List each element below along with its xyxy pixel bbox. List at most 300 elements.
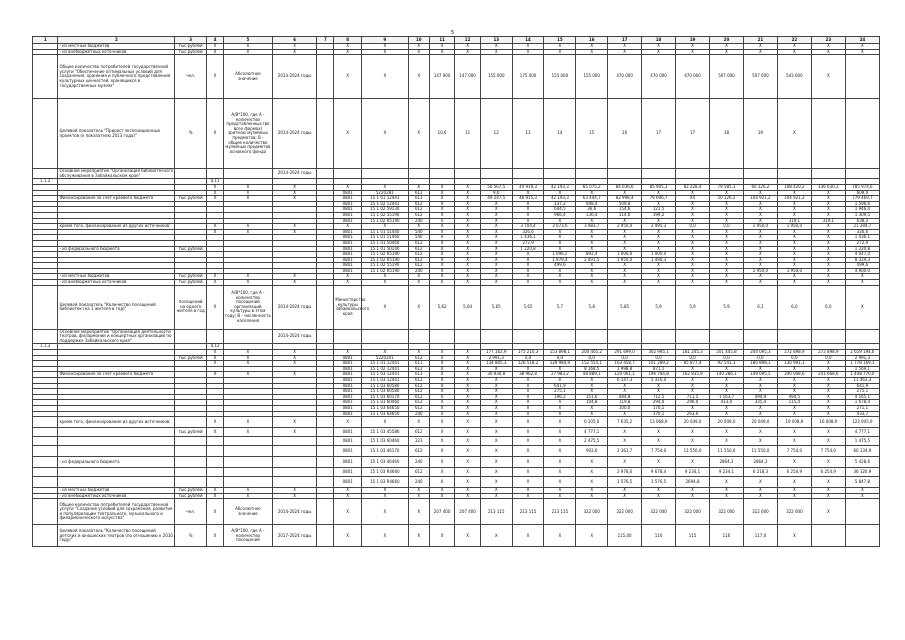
table-cell: X <box>429 477 454 488</box>
table-cell: 15 1 01 12441 <box>361 196 408 202</box>
table-cell <box>207 446 224 457</box>
table-cell: X <box>455 428 480 437</box>
table-cell: 15 1 03 64650 <box>361 411 408 417</box>
table-row <box>33 417 880 428</box>
table-cell: X <box>743 229 777 235</box>
table-cell <box>33 285 58 329</box>
table-cell: 326,6 <box>845 229 879 235</box>
table-cell: X <box>811 44 845 50</box>
table-cell: X <box>676 218 710 224</box>
table-cell: X <box>272 488 317 494</box>
table-cell <box>811 169 845 179</box>
table-cell: X <box>608 280 642 286</box>
table-cell: X <box>429 350 454 356</box>
column-header: 4 <box>207 37 224 44</box>
table-cell: X <box>777 405 811 411</box>
table-cell: 155 000 <box>480 55 512 99</box>
table-cell: X <box>207 372 224 378</box>
table-cell: 2 991,3 <box>845 355 879 361</box>
table-cell: X <box>811 49 845 55</box>
column-header: 22 <box>777 37 811 44</box>
table-cell: X <box>224 361 273 367</box>
table-cell: X <box>272 280 317 286</box>
table-cell: - из внебюджетных источников <box>58 280 175 286</box>
table-cell: 0801 <box>334 263 362 269</box>
table-cell: X <box>642 280 676 286</box>
table-cell: А/В*100, где А - количество посещений <box>224 525 273 547</box>
table-cell: X <box>811 378 845 384</box>
table-cell: X <box>429 468 454 477</box>
table-cell: 0,0 <box>811 355 845 361</box>
table-cell: 175 210,3 <box>512 350 544 356</box>
table-cell: X <box>480 229 512 235</box>
table-cell: X <box>455 257 480 263</box>
table-cell: X <box>777 263 811 269</box>
table-cell: 0801 <box>334 446 362 457</box>
table-cell: 115,4 <box>777 400 811 406</box>
table-cell: 611 <box>408 361 429 367</box>
table-cell <box>33 437 58 446</box>
table-cell <box>709 169 743 179</box>
table-cell: 140 286,1 <box>709 372 743 378</box>
table-cell: 612 <box>408 366 429 372</box>
table-cell: X <box>334 488 362 494</box>
table-cell: 0801 <box>334 252 362 258</box>
table-cell: 1 979,4 <box>544 257 576 263</box>
table-cell: X <box>544 446 576 457</box>
table-cell: 4 047,0 <box>845 252 879 258</box>
table-cell: X <box>709 411 743 417</box>
table-cell: 5,7 <box>544 285 576 329</box>
table-cell <box>317 477 334 488</box>
table-cell: X <box>709 437 743 446</box>
table-cell: X <box>512 207 544 213</box>
table-cell: X <box>576 218 608 224</box>
table-cell: X <box>709 49 743 55</box>
table-cell: X <box>743 235 777 241</box>
table-cell: X <box>480 280 512 286</box>
table-cell: 0801 <box>334 190 362 196</box>
table-cell <box>429 329 454 344</box>
table-cell: X <box>544 488 576 494</box>
table-cell: X <box>334 280 362 286</box>
table-cell: X <box>429 235 454 241</box>
table-cell: 92 541,3 <box>709 361 743 367</box>
table-cell: X <box>480 252 512 258</box>
table-cell: X <box>811 411 845 417</box>
table-cell: X <box>676 457 710 468</box>
column-header: 5 <box>224 37 273 44</box>
table-cell: X <box>777 246 811 252</box>
table-cell <box>576 329 608 344</box>
table-cell: 0801 <box>334 411 362 417</box>
table-cell: 5220201 <box>361 355 408 361</box>
table-cell: 2014-2024 годы <box>272 99 317 169</box>
table-cell: 49 247,5 <box>480 196 512 202</box>
table-cell <box>743 329 777 344</box>
table-cell: 892,4 <box>576 252 608 258</box>
table-cell: 15 1 02 55190 <box>361 263 408 269</box>
table-cell: X <box>455 263 480 269</box>
table-cell: X <box>455 350 480 356</box>
table-cell: X <box>207 99 224 169</box>
table-cell: 63 444,7 <box>576 196 608 202</box>
table-cell: 4 777,1 <box>845 428 879 437</box>
table-cell: X <box>512 477 544 488</box>
table-cell: 15 1 01 50140 <box>361 246 408 252</box>
table-cell: X <box>408 224 429 230</box>
table-cell: X <box>429 417 454 428</box>
table-cell: 0801 <box>334 394 362 400</box>
table-cell: 322 000 <box>676 499 710 525</box>
table-cell: 543 000 <box>777 55 811 99</box>
table-cell: X <box>429 212 454 218</box>
table-cell: 20 049,0 <box>709 417 743 428</box>
table-cell: X <box>777 99 811 169</box>
table-cell: % <box>175 99 207 169</box>
table-cell <box>272 446 317 457</box>
table-cell <box>361 329 408 344</box>
table-cell: X <box>811 235 845 241</box>
table-cell: 948,4 <box>576 201 608 207</box>
table-cell: X <box>709 240 743 246</box>
table-cell: X <box>777 212 811 218</box>
table-cell: X <box>272 274 317 280</box>
table-cell: 5 847,8 <box>845 477 879 488</box>
table-cell: X <box>777 257 811 263</box>
table-cell: 19 <box>743 99 777 169</box>
table-cell: 1 096,2 <box>544 252 576 258</box>
table-cell: 7 754,0 <box>642 446 676 457</box>
table-cell: 612 <box>408 212 429 218</box>
table-cell: 6 254,9 <box>811 468 845 477</box>
table-cell: X <box>544 44 576 50</box>
table-cell: тыс.рублей <box>175 428 207 437</box>
column-header: 14 <box>512 37 544 44</box>
table-cell <box>512 169 544 179</box>
table-cell: X <box>361 493 408 499</box>
table-cell: 5 428,6 <box>845 457 879 468</box>
table-cell: X <box>224 417 273 428</box>
table-cell: X <box>207 190 224 196</box>
table-cell: X <box>455 224 480 230</box>
table-cell <box>175 169 207 179</box>
table-cell: X <box>845 285 879 329</box>
table-cell: 275,1 <box>544 389 576 395</box>
table-cell: X <box>207 229 224 235</box>
table-cell <box>207 437 224 446</box>
table-cell: X <box>455 405 480 411</box>
table-cell: 540 <box>408 229 429 235</box>
table-cell: X <box>480 212 512 218</box>
table-cell: 130 991,1 <box>777 361 811 367</box>
table-cell: 0801 <box>334 240 362 246</box>
table-cell: X <box>811 366 845 372</box>
table-cell: X <box>676 240 710 246</box>
table-cell: X <box>676 268 710 274</box>
table-cell: X <box>455 218 480 224</box>
table-cell: X <box>480 49 512 55</box>
table-cell: 612 <box>408 207 429 213</box>
table-cell: X <box>272 417 317 428</box>
table-cell: 7 754,0 <box>777 446 811 457</box>
table-cell: 612 <box>408 428 429 437</box>
table-cell: 4 900,0 <box>845 268 879 274</box>
table-cell: 0801 <box>334 235 362 241</box>
table-cell: X <box>811 229 845 235</box>
table-cell: X <box>455 355 480 361</box>
table-cell: X <box>408 285 429 329</box>
table-cell: X <box>361 184 408 190</box>
table-cell: X <box>334 184 362 190</box>
table-cell: X <box>207 285 224 329</box>
table-cell: 2014-2024 годы <box>272 169 317 179</box>
table-cell: X <box>811 477 845 488</box>
table-cell: X <box>429 355 454 361</box>
table-cell: X <box>429 218 454 224</box>
table-cell <box>33 169 58 179</box>
table-cell: 0,0 <box>777 355 811 361</box>
table-cell <box>317 329 334 344</box>
table-cell: X <box>361 44 408 50</box>
table-cell: X <box>811 383 845 389</box>
table-cell: X <box>608 383 642 389</box>
table-cell: X <box>777 389 811 395</box>
table-cell: X <box>576 263 608 269</box>
table-cell: 612 <box>408 446 429 457</box>
table-cell <box>33 477 58 488</box>
table-cell: X <box>429 229 454 235</box>
table-cell: X <box>576 468 608 477</box>
table-cell: X <box>361 280 408 286</box>
table-cell: X <box>608 389 642 395</box>
table-cell: 0801 <box>334 196 362 202</box>
table-cell: X <box>512 280 544 286</box>
table-cell: 20 049,0 <box>743 417 777 428</box>
table-cell: Абсолютное значение <box>224 55 273 99</box>
table-cell: X <box>480 378 512 384</box>
column-header: 10 <box>408 37 429 44</box>
table-cell: 966,4 <box>544 212 576 218</box>
table-cell <box>676 169 710 179</box>
table-cell: X <box>512 190 544 196</box>
table-cell: Целевой показатель "Количество посещений библиотек (на 1 жителя в год)" <box>58 285 175 329</box>
table-cell: 9,6 <box>480 190 512 196</box>
table-cell <box>224 169 273 179</box>
table-cell: X <box>207 493 224 499</box>
table-cell: X <box>576 49 608 55</box>
table-cell: 1 778 169,1 <box>845 361 879 367</box>
table-cell: 1 576,5 <box>608 477 642 488</box>
column-header: 12 <box>455 37 480 44</box>
table-cell: X <box>361 350 408 356</box>
table-cell: X <box>512 268 544 274</box>
table-cell: X <box>743 207 777 213</box>
table-cell: X <box>480 240 512 246</box>
table-cell: X <box>512 212 544 218</box>
table-cell: X <box>455 207 480 213</box>
table-cell <box>33 468 58 477</box>
table-cell: X <box>709 428 743 437</box>
table-cell: X <box>576 274 608 280</box>
table-cell <box>576 169 608 179</box>
column-header: 11 <box>429 37 454 44</box>
table-cell: X <box>334 499 362 525</box>
table-cell: X <box>480 488 512 494</box>
table-cell: 0,12 <box>207 344 224 350</box>
table-cell: 612 <box>408 240 429 246</box>
table-cell <box>33 99 58 169</box>
table-cell: 15 1 03 60580 <box>361 383 408 389</box>
table-cell: 0801 <box>334 212 362 218</box>
table-cell: X <box>676 235 710 241</box>
table-cell: X <box>429 400 454 406</box>
table-cell: X <box>455 411 480 417</box>
table-cell: X <box>544 417 576 428</box>
table-cell: 119,8 <box>608 400 642 406</box>
table-cell: X <box>642 240 676 246</box>
table-cell: 6,0 <box>811 285 845 329</box>
table-cell: 126 518,2 <box>512 361 544 367</box>
table-cell: X <box>480 383 512 389</box>
table-cell: X <box>642 218 676 224</box>
table-cell <box>811 329 845 344</box>
column-header: 8 <box>334 37 362 44</box>
table-cell: 15 <box>576 99 608 169</box>
table-cell: X <box>512 274 544 280</box>
table-cell: 30 930,8 <box>480 372 512 378</box>
table-cell: 1 163,7 <box>709 394 743 400</box>
table-cell: X <box>455 229 480 235</box>
table-cell: 5,9 <box>676 285 710 329</box>
table-cell: 0,0 <box>642 355 676 361</box>
table-cell: А/В*100, где А - количество посещений организаций культуры в этом году; В - численность населения <box>224 285 273 329</box>
table-cell: X <box>272 44 317 50</box>
table-cell: X <box>429 457 454 468</box>
table-cell: % <box>175 525 207 547</box>
table-cell <box>811 99 845 169</box>
table-cell: X <box>576 389 608 395</box>
table-cell: 108 420,2 <box>777 184 811 190</box>
table-cell: X <box>608 229 642 235</box>
table-cell: X <box>709 246 743 252</box>
table-cell: X <box>224 196 273 202</box>
table-cell: - из местных бюджетов <box>58 488 175 494</box>
table-cell: 240 <box>408 268 429 274</box>
table-cell <box>58 446 175 457</box>
table-cell: X <box>429 383 454 389</box>
table-cell: X <box>743 240 777 246</box>
table-cell: 612 <box>408 383 429 389</box>
table-cell: 207 400 <box>455 499 480 525</box>
table-cell: X <box>429 44 454 50</box>
table-cell: X <box>455 417 480 428</box>
table-cell: X <box>224 44 273 50</box>
table-cell: 16 008,9 <box>811 417 845 428</box>
table-cell: X <box>361 285 408 329</box>
table-cell <box>207 457 224 468</box>
table-cell: 200 405,2 <box>576 350 608 356</box>
table-cell: X <box>512 201 544 207</box>
table-cell: X <box>429 493 454 499</box>
table-cell: 1.1.2 <box>33 179 58 185</box>
table-cell: посещений на одного жителя в год <box>175 285 207 329</box>
table-cell: X <box>224 190 273 196</box>
table-cell: X <box>608 457 642 468</box>
table-cell: X <box>743 493 777 499</box>
table-cell: X <box>512 405 544 411</box>
table-cell: X <box>642 246 676 252</box>
table-cell: 20 049,0 <box>676 417 710 428</box>
table-cell: X <box>576 378 608 384</box>
table-cell: X <box>334 55 362 99</box>
table-row <box>33 169 880 179</box>
table-cell: 0801 <box>334 257 362 263</box>
table-cell: X <box>224 428 273 437</box>
table-cell: 15 1 03 12441 <box>361 372 408 378</box>
table-cell: 121,5 <box>642 207 676 213</box>
table-cell <box>33 329 58 344</box>
table-cell: тыс.рублей <box>175 488 207 494</box>
table-cell: X <box>207 224 224 230</box>
table-cell: X <box>709 477 743 488</box>
table-cell: 0801 <box>334 366 362 372</box>
table-cell: X <box>512 488 544 494</box>
table-cell: X <box>743 437 777 446</box>
table-cell <box>33 457 58 468</box>
table-cell: X <box>361 525 408 547</box>
table-cell: 6 218,3 <box>743 468 777 477</box>
table-cell <box>33 417 58 428</box>
table-cell: 147 000 <box>455 55 480 99</box>
table-cell: 44 919,3 <box>512 184 544 190</box>
table-cell: 115,00 <box>608 525 642 547</box>
table-cell: 19 008,9 <box>777 417 811 428</box>
table-cell: X <box>512 389 544 395</box>
table-cell: X <box>544 49 576 55</box>
table-cell: 15 1 02 12441 <box>361 201 408 207</box>
table-cell: 137,2 <box>544 201 576 207</box>
table-cell: 499,6 <box>845 263 879 269</box>
table-cell <box>544 169 576 179</box>
table-cell: 1 569,1 <box>845 366 879 372</box>
table-cell: А/В*100, где А - количество представленных (во всех формах) зрителю музейных предметов; В - общее количество музейных предметов основного фонда <box>224 99 273 169</box>
table-cell: X <box>608 218 642 224</box>
table-cell: X <box>334 44 362 50</box>
table-cell: X <box>709 268 743 274</box>
table-cell: X <box>224 355 273 361</box>
table-cell: 2 991,3 <box>480 355 512 361</box>
table-row <box>33 99 880 169</box>
table-cell: 540 <box>408 235 429 241</box>
table-cell: 15 1 01 51460 <box>361 235 408 241</box>
table-cell: X <box>544 525 576 547</box>
table-cell: X <box>811 207 845 213</box>
table-cell: 2017-2024 годы <box>272 525 317 547</box>
table-cell: Целевой показатель "Количество посещений детских и юношеских театров (по отношению к 2010 году)" <box>58 525 175 547</box>
table-cell: X <box>642 457 676 468</box>
table-cell: X <box>642 428 676 437</box>
table-cell: X <box>576 229 608 235</box>
table-cell: 7 754,0 <box>811 446 845 457</box>
table-cell: X <box>709 378 743 384</box>
table-cell: 149 095,5 <box>743 372 777 378</box>
table-cell <box>845 169 879 179</box>
table-cell: X <box>709 274 743 280</box>
table-cell: X <box>811 190 845 196</box>
table-cell <box>608 169 642 179</box>
table-cell: X <box>480 44 512 50</box>
